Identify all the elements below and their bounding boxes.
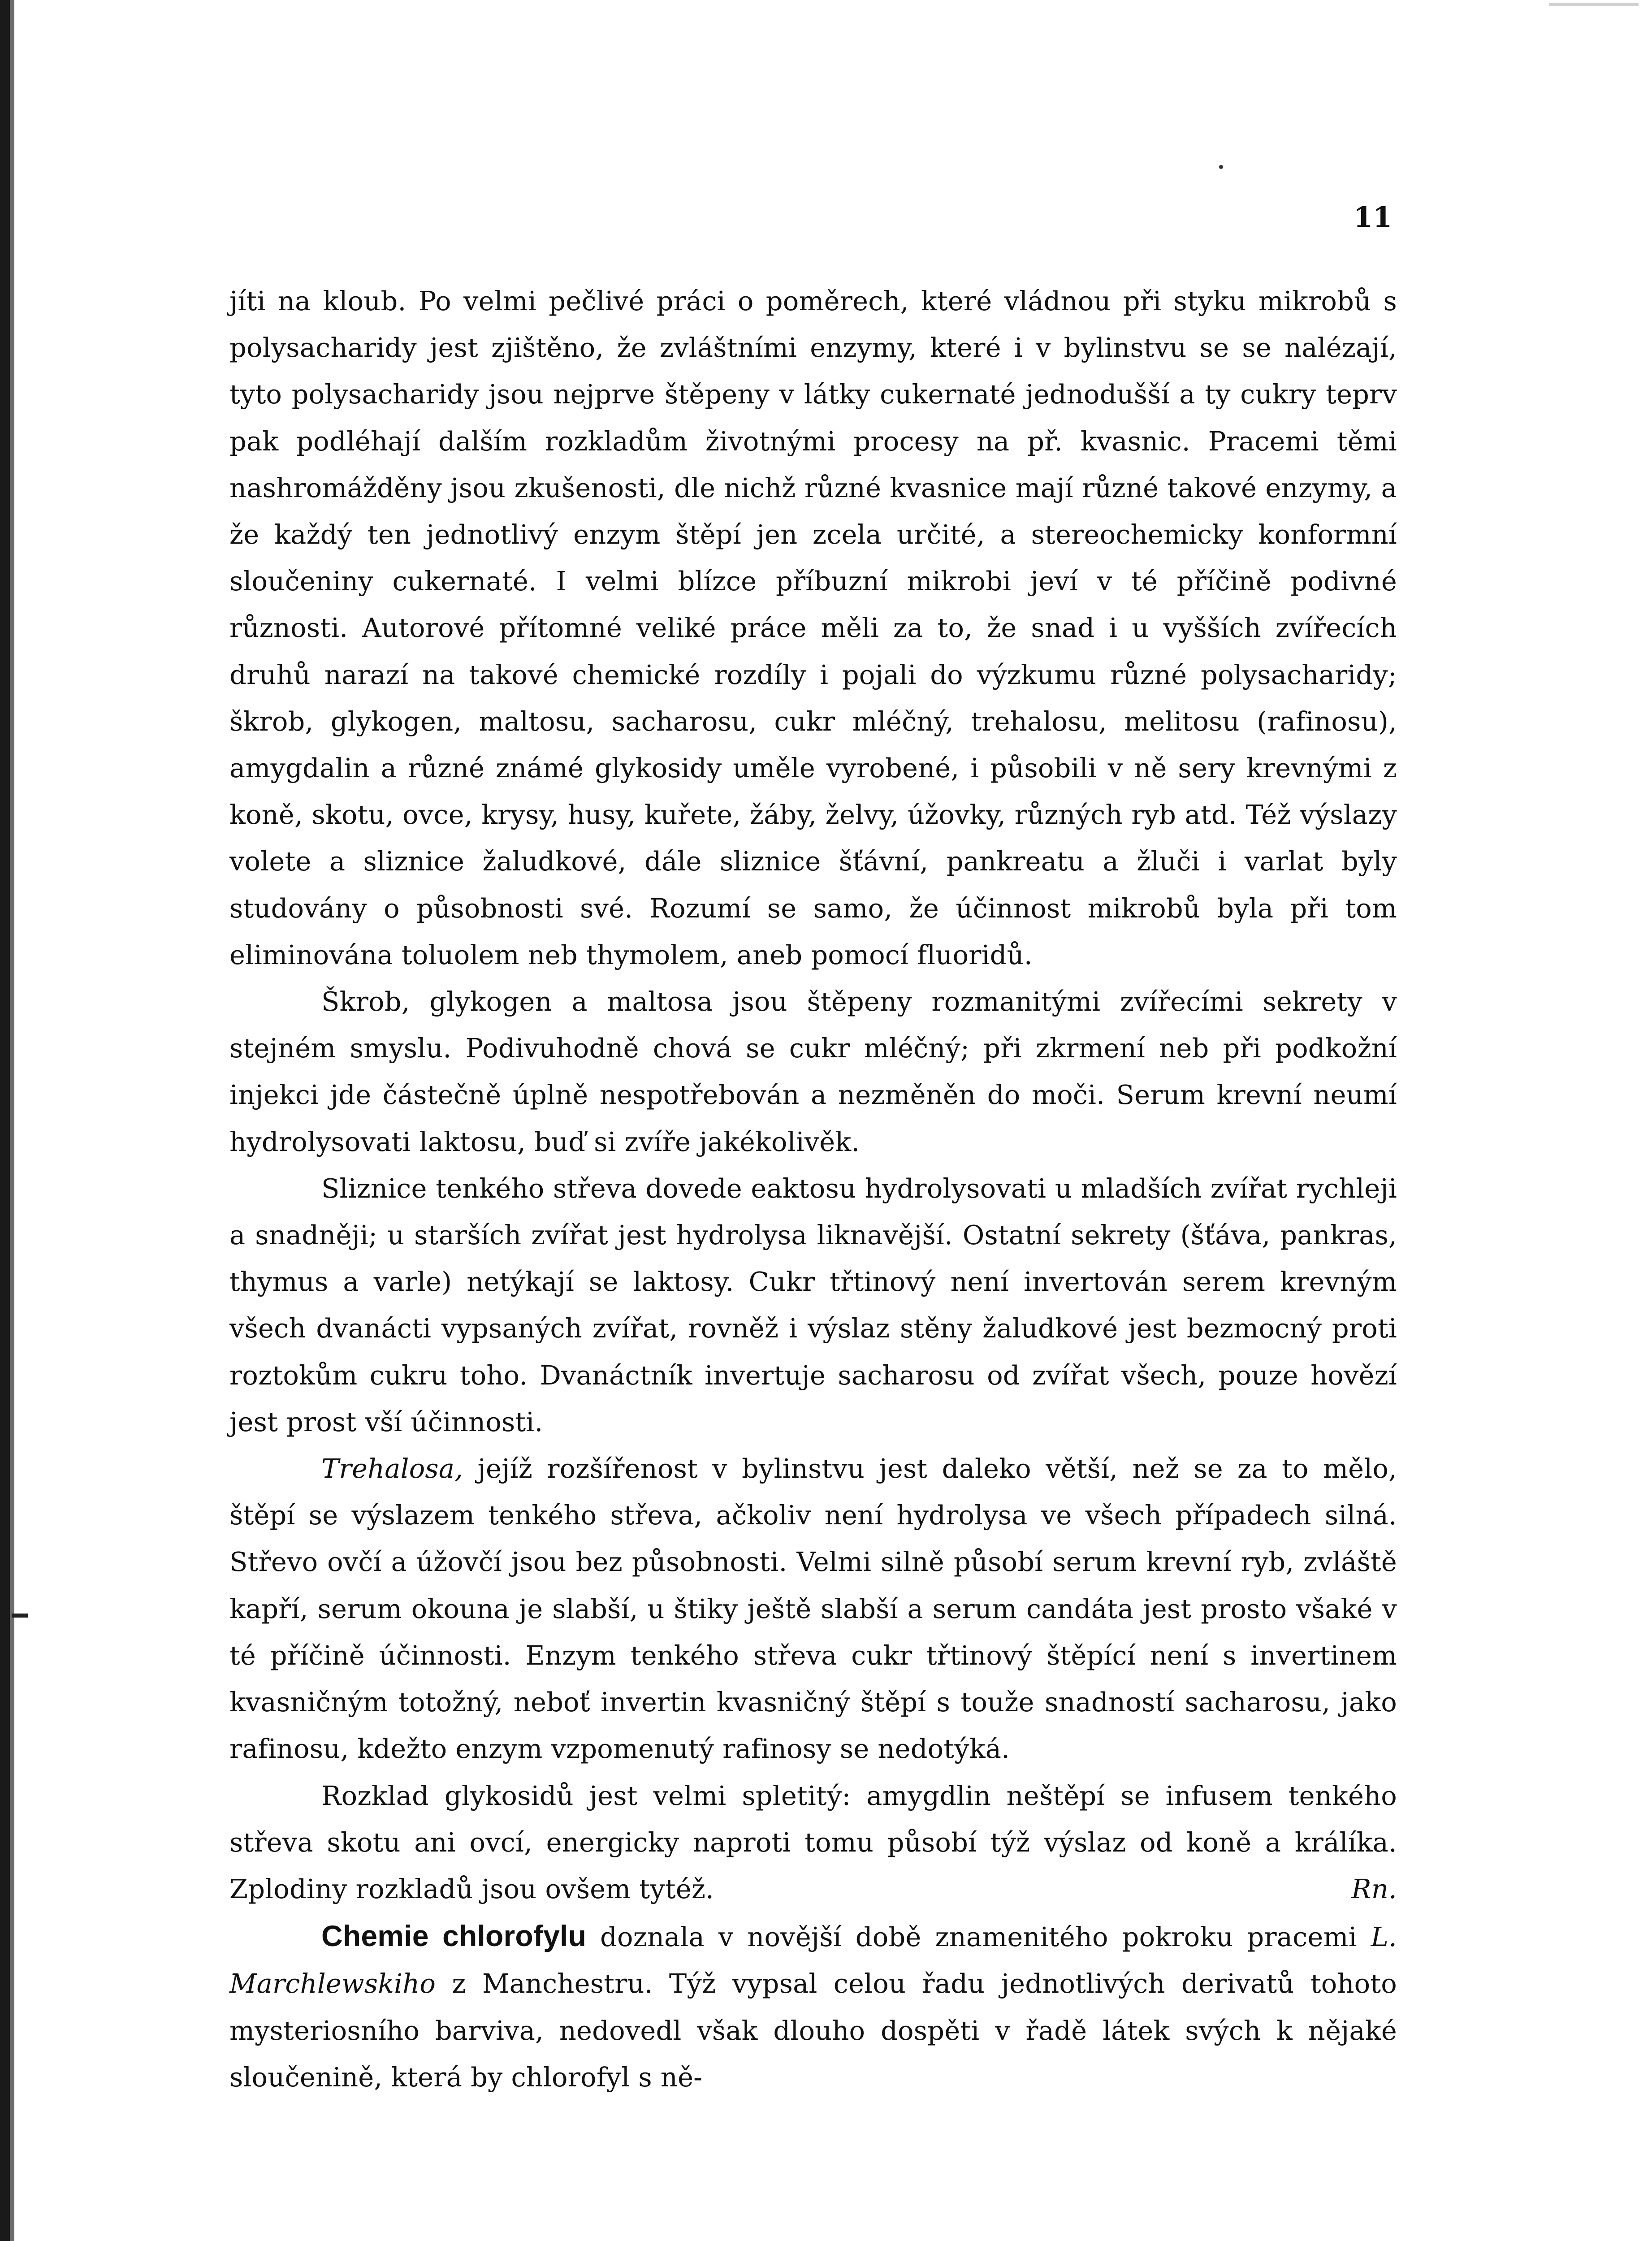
trehalosa-term: Trehalosa, [321,1453,463,1484]
paragraph-3: Sliznice tenkého střeva dovede eaktosu hydrolysovati u mladších zvířat rychleji a snadněji; u starších zvířat jest hydrolysa liknavější. Ostatní sekrety (šťáva, pankras, thymus a varle) netýkají se laktosy. Cukr třtinový není invertován serem krevným všech dvanácti vypsaných zvířat, rovněž i výslaz stěny žaludkové jest bezmocný proti roztokům cukru toho. Dvanáctník invertuje sacharosu od zvířat všech, pouze hovězí jest prost vší účinnosti. [229,1172,1397,1437]
author-signature: Rn. [1351,1873,1397,1904]
scan-left-border [0,0,10,2241]
author-name: L. Marchlewskiho [229,1921,1397,1999]
paragraph-4-text: jejíž rozšířenost v bylinstvu jest daleko větší, než se za to mělo, štěpí se výslazem tenkého střeva, ačkoliv není hydrolysa ve všech případech silná. Střevo ovčí a úžovčí jsou bez působnosti. Velmi silně působí serum krevní ryb, zvláště kapří, serum okouna je slabší, u štiky ještě slabší a serum candáta jest prosto všaké v té příčině účinnosti. Enzym tenkého střeva cukr třtinový štěpící není s invertinem kvasničným totožný, neboť invertin kvasničný štěpí s touže snadností sacharosu, jako rafinosu, kdežto enzym vzpomenutý rafinosy se nedotýká. [229,1453,1397,1765]
paragraph-2: Škrob, glykogen a maltosa jsou štěpeny rozmanitými zvířecími sekrety v stejném smyslu. Podivuhodně chová se cukr mléčný; při zkrmení neb při podkožní injekci jde částečně úplně nespotřebován a nezměněn do moči. Serum krevní neumí hydrolysovati laktosu, buď si zvíře jakékolivěk. [229,986,1397,1157]
paragraph-4 [229,1445,1397,1772]
paragraph-6 [229,1912,1397,2101]
section-heading-chlorophyll: Chemie chlorofylu [321,1919,587,1953]
paragraph-5 [229,1773,1397,1913]
body-text [229,278,1397,2101]
paragraph-6-text-b: z Manchestru. Týž vypsal celou řadu jednotlivých derivatů tohoto mysteriosního barviva, nedovedl však dlouho dospěti v řadě látek svých k nějaké sloučenině, která by chlorofyl s ně- [229,1968,1397,2093]
scan-top-mark [1549,3,1639,6]
page-number: 11 [1354,201,1393,234]
scan-speck [1219,165,1223,169]
scan-left-shadow [10,0,14,2241]
paragraph-5-text: Rozklad glykosidů jest velmi spletitý: amygdlin neštěpí se infusem tenkého střeva skotu ani ovcí, energicky naproti tomu působí týž výslaz od koně a králíka. Zplodiny rozkladů jsou ovšem tytéž. [229,1780,1397,1904]
paragraph-6-text-a: doznala v novější době znamenitého pokroku pracemi [586,1921,1371,1953]
scan-margin-mark [12,1614,28,1618]
paragraph-1: jíti na kloub. Po velmi pečlivé práci o poměrech, které vládnou při styku mikrobů s polysacharidy jest zjištěno, že zvláštními enzymy, které i v bylinstvu se se nalézají, tyto polysacharidy jsou nejprve štěpeny v látky cukernaté jednodušší a ty cukry teprv pak podléhají dalším rozkladům životnými procesy na př. kvasnic. Pracemi těmi nashromážděny jsou zkušenosti, dle nichž různé kvasnice mají různé takové enzymy, a že každý ten jednotlivý enzym štěpí jen zcela určité, a stereochemicky konformní sloučeniny cukernaté. I velmi blízce příbuzní mikrobi jeví v té příčině podivné různosti. Autorové přítomné veliké práce měli za to, že snad i u vyšších zvířecích druhů narazí na takové chemické rozdíly i pojali do výzkumu různé polysacharidy; škrob, glykogen, maltosu, sacharosu, cukr mléčný, trehalosu, melitosu (rafinosu), amygdalin a různé známé glykosidy uměle vyrobené, i působili v ně sery krevnými z koně, skotu, ovce, krysy, husy, kuřete, žáby, želvy, úžovky, různých ryb atd. Též výslazy volete a sliznice žaludkové, dále sliznice šťávní, pankreatu a žluči i varlat byly studovány o působnosti své. Rozumí se samo, že účinnost mikrobů byla při tom eliminována toluolem neb thymolem, aneb pomocí fluoridů. [229,286,1397,970]
